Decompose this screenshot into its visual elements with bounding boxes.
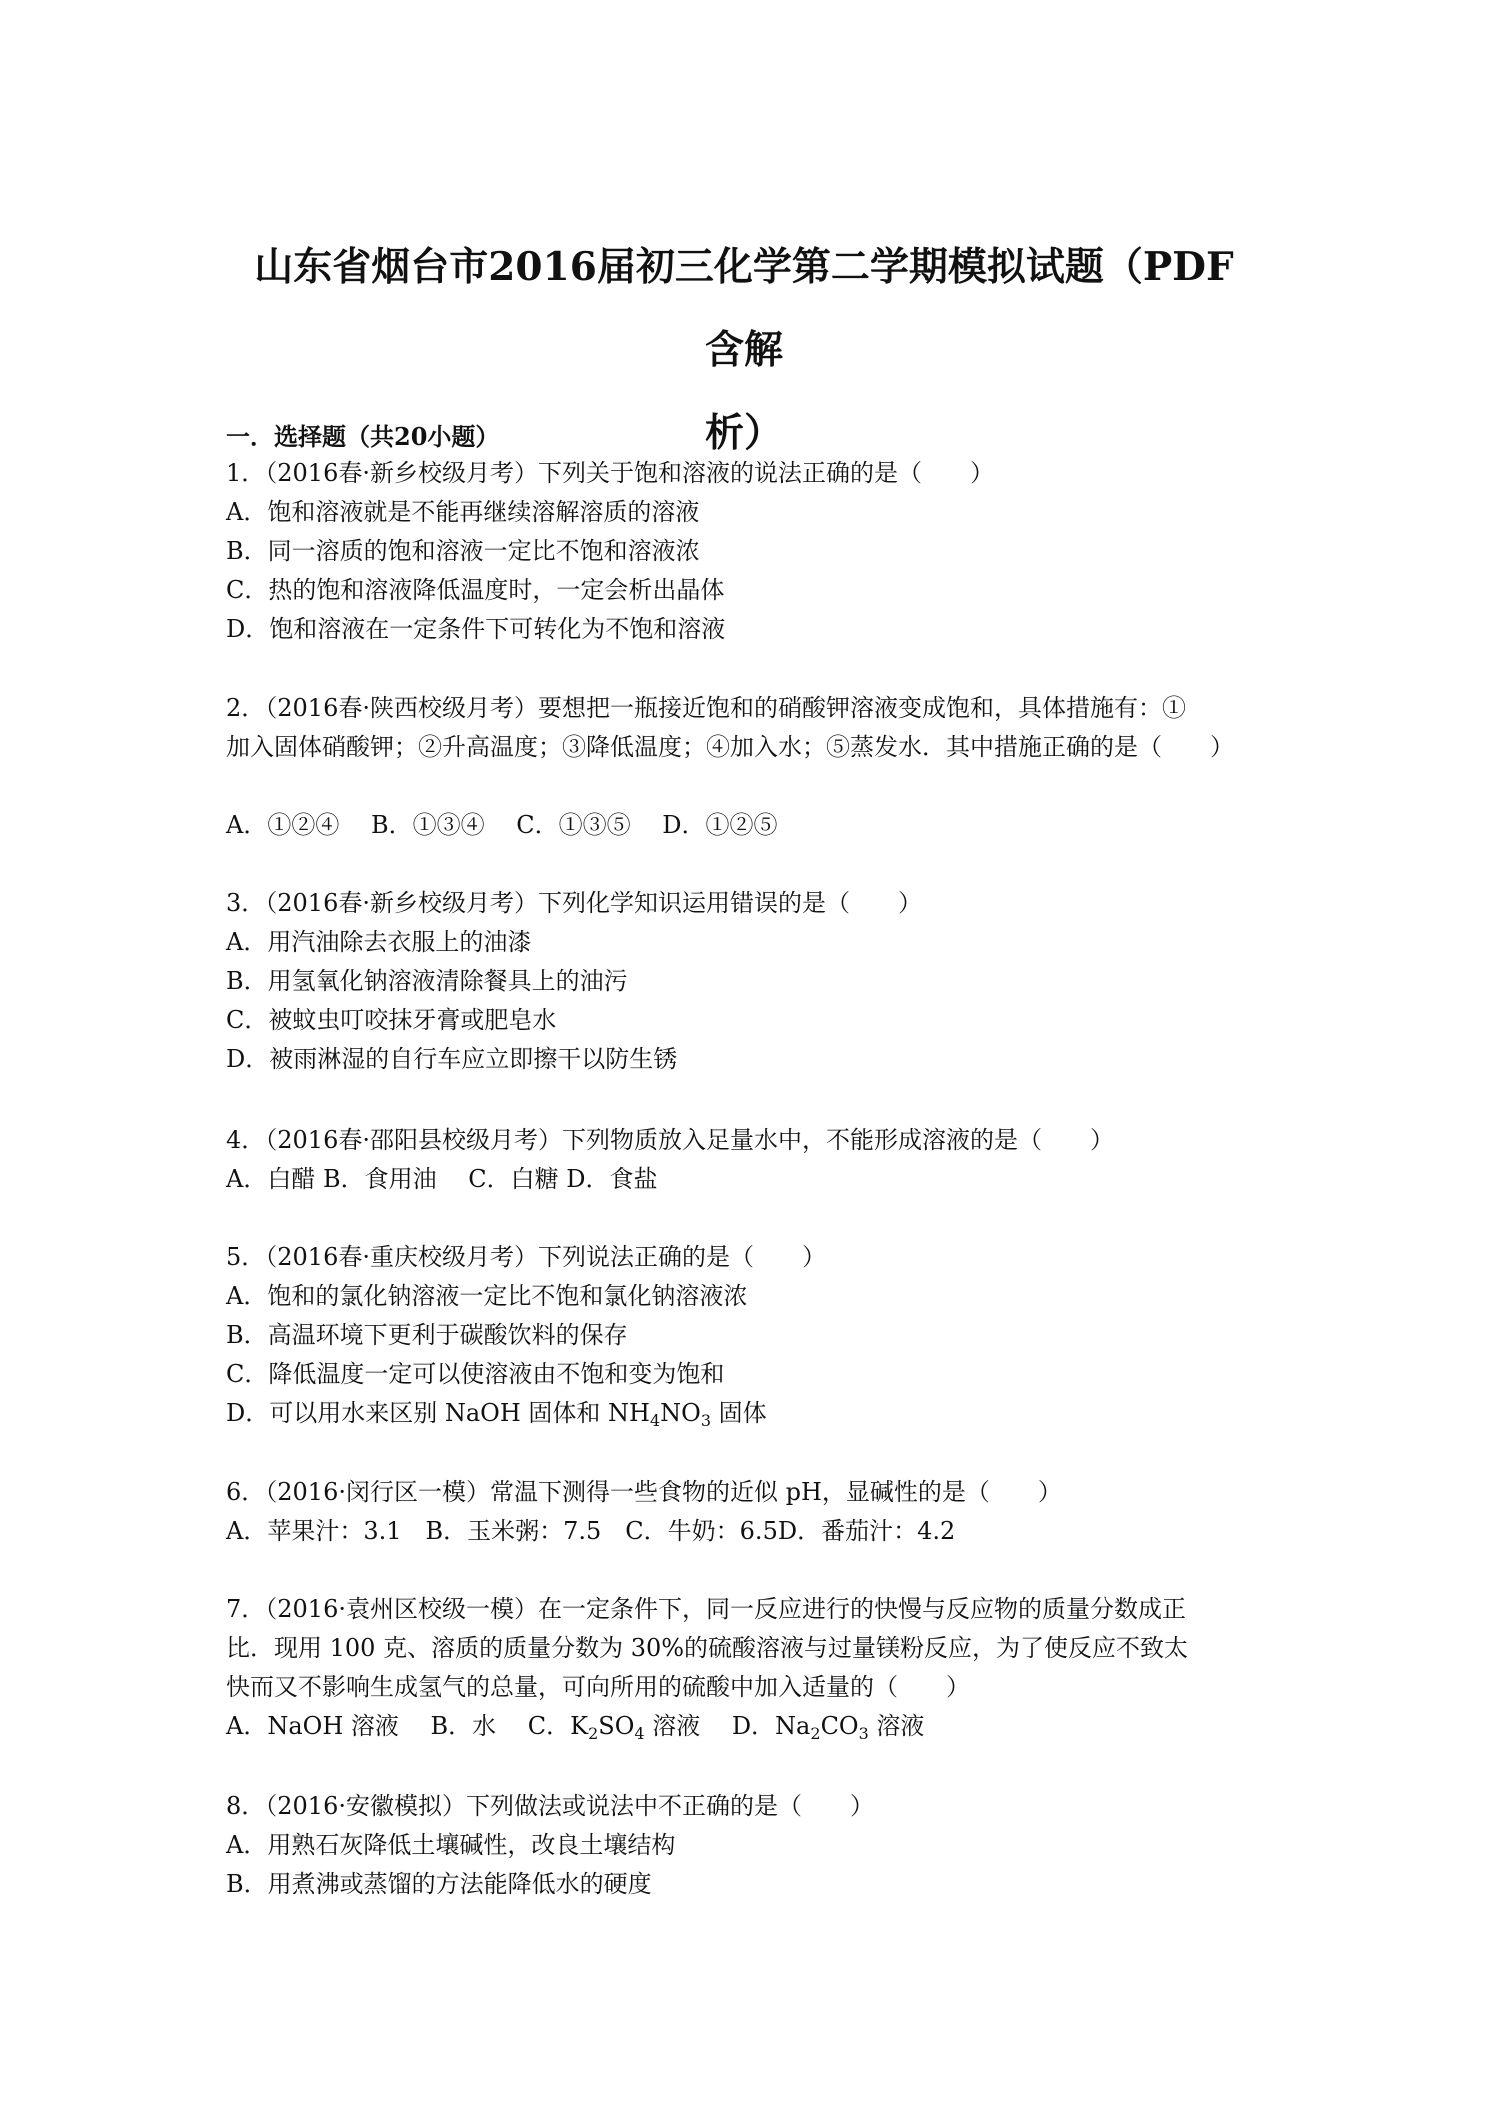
question-8-option-a: A．用熟石灰降低土壤碱性，改良土壤结构 (226, 1831, 676, 1859)
question-2-stem-line-2: 加入固体硝酸钾；②升高温度；③降低温度；④加入水；⑤蒸发水．其中措施正确的是（ ） (226, 733, 1234, 761)
question-3-option-a: A．用汽油除去衣服上的油漆 (226, 928, 532, 956)
question-5-stem: 5．（2016春·重庆校级月考）下列说法正确的是（ ） (226, 1243, 826, 1271)
question-6-stem: 6．（2016·闵行区一模）常温下测得一些食物的近似 pH，显碱性的是（ ） (226, 1478, 1062, 1506)
question-8 (226, 1787, 1271, 1904)
question-3-option-b: B．用氢氧化钠溶液清除餐具上的油污 (226, 967, 628, 995)
question-2-options: A．①②④ B．①③④ C．①③⑤ D．①②⑤ (226, 811, 778, 839)
question-7-stem-line-3: 快而又不影响生成氢气的总量，可向所用的硫酸中加入适量的（ ） (226, 1673, 970, 1701)
question-4-options: A．白醋 B．食用油 C．白糖 D．食盐 (226, 1165, 658, 1193)
question-8-stem: 8．（2016·安徽模拟）下列做法或说法中不正确的是（ ） (226, 1792, 874, 1820)
question-5-option-a: A．饱和的氯化钠溶液一定比不饱和氯化钠溶液浓 (226, 1282, 748, 1310)
question-2-stem-line-1: 2．（2016春·陕西校级月考）要想把一瓶接近饱和的硝酸钾溶液变成饱和，具体措施有：① (226, 694, 1186, 722)
question-5 (226, 1238, 1271, 1433)
question-6 (226, 1473, 1271, 1551)
question-7-stem-line-1: 7．（2016·袁州区校级一模）在一定条件下，同一反应进行的快慢与反应物的质量分数成正 (226, 1595, 1186, 1623)
question-1-option-a: A．饱和溶液就是不能再继续溶解溶质的溶液 (226, 498, 700, 526)
question-7-options: A．NaOH 溶液 B．水 C．$K_2SO_4$ 溶液 D．$Na_2CO_3$ 溶液 (226, 1712, 925, 1743)
question-8-option-b: B．用煮沸或蒸馏的方法能降低水的硬度 (226, 1870, 652, 1898)
question-6-options: A．苹果汁：3.1 B．玉米粥：7.5 C．牛奶：6.5D．番茄汁：4.2 (226, 1517, 956, 1545)
question-3 (226, 884, 1271, 1079)
question-3-option-d: D．被雨淋湿的自行车应立即擦干以防生锈 (226, 1045, 678, 1073)
question-1-option-d: D．饱和溶液在一定条件下可转化为不饱和溶液 (226, 615, 726, 643)
question-2 (226, 689, 1271, 845)
question-5-option-b: B．高温环境下更利于碳酸饮料的保存 (226, 1321, 628, 1349)
question-1-option-b: B．同一溶质的饱和溶液一定比不饱和溶液浓 (226, 537, 700, 565)
title-line-1: 山东省烟台市2016届初三化学第二学期模拟试题（PDF 含解 (254, 244, 1273, 373)
question-1-stem: 1．（2016春·新乡校级月考）下列关于饱和溶液的说法正确的是（ ） (226, 459, 994, 487)
question-7 (226, 1590, 1271, 1746)
question-4-stem: 4．（2016春·邵阳县校级月考）下列物质放入足量水中，不能形成溶液的是（ ） (226, 1126, 1114, 1154)
question-3-stem: 3．（2016春·新乡校级月考）下列化学知识运用错误的是（ ） (226, 889, 922, 917)
question-3-option-c: C．被蚊虫叮咬抹牙膏或肥皂水 (226, 1006, 557, 1034)
question-1-option-c: C．热的饱和溶液降低温度时，一定会析出晶体 (226, 576, 725, 604)
question-5-option-c: C．降低温度一定可以使溶液由不饱和变为饱和 (226, 1360, 725, 1388)
section-heading: 一．选择题（共20小题） (226, 422, 500, 451)
question-7-stem-line-2: 比．现用 100 克、溶质的质量分数为 30%的硫酸溶液与过量镁粉反应，为了使反应不致太 (226, 1634, 1189, 1662)
title-line-2: 析） (704, 410, 783, 456)
question-4 (226, 1121, 1271, 1199)
question-1 (226, 454, 1271, 649)
question-5-option-d: D．可以用水来区别 NaOH 固体和 $NH_4NO_3$ 固体 (226, 1399, 767, 1430)
